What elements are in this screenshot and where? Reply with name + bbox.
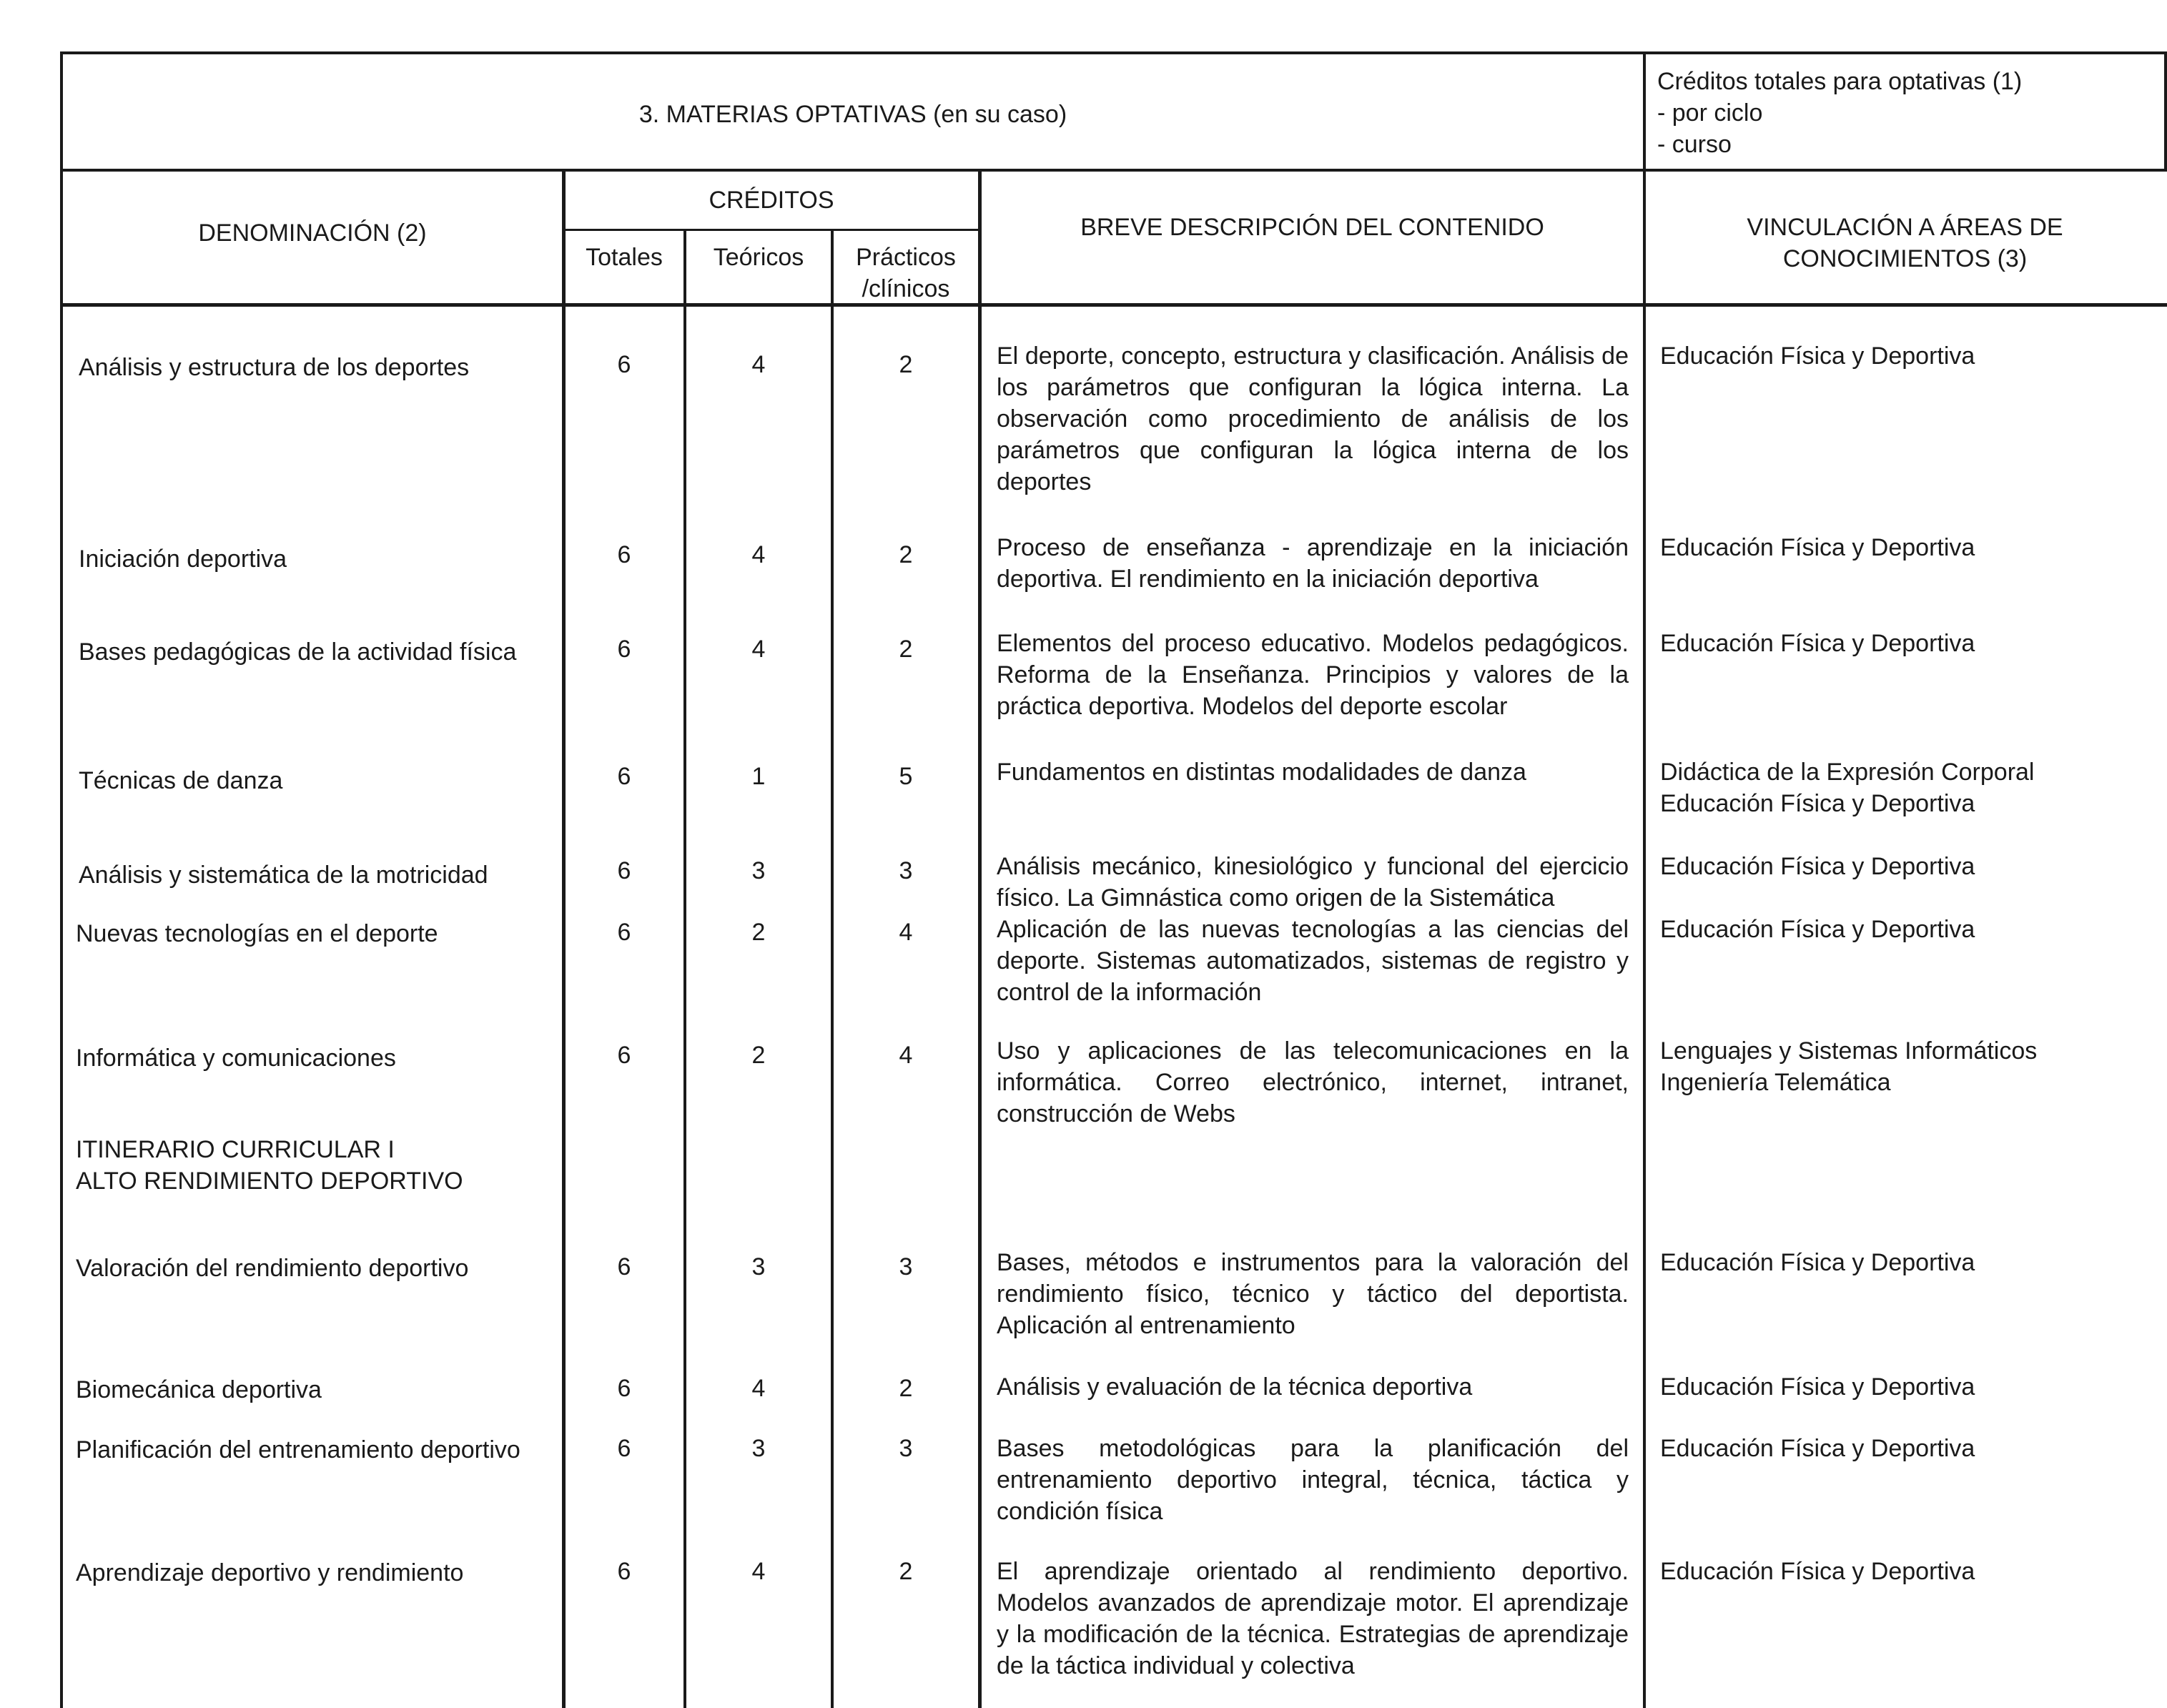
credits-totales: 6	[617, 857, 631, 884]
credits-teoricos: 2	[751, 919, 766, 946]
credits-teoricos: 4	[751, 636, 766, 663]
credits-practicos: 2	[899, 1558, 913, 1585]
col-header-totales: Totales	[586, 244, 663, 271]
subject-description: Proceso de enseñanza - aprendizaje en la iniciación deportiva. El rendimiento en la iniciación deportiva	[997, 534, 1629, 593]
credits-teoricos: 4	[751, 541, 766, 568]
credits-totales: 6	[617, 763, 631, 790]
credits-totales: 6	[617, 1042, 631, 1069]
credits-practicos: 2	[899, 351, 913, 378]
knowledge-area: Didáctica de la Expresión Corporal	[1660, 759, 2035, 786]
col-header-denominacion: DENOMINACIÓN (2)	[198, 219, 427, 247]
credits-practicos: 4	[899, 919, 913, 946]
col-header-vinculacion: CONOCIMIENTOS (3)	[1782, 245, 2028, 272]
knowledge-area: Educación Física y Deportiva	[1660, 534, 1975, 561]
credits-practicos: 2	[899, 541, 913, 568]
col-divider-teoricos	[831, 229, 834, 1708]
subject-name: Aprendizaje deportivo y rendimiento	[76, 1559, 464, 1586]
knowledge-area: Educación Física y Deportiva	[1660, 853, 1975, 880]
subject-name: Iniciación deportiva	[79, 546, 287, 573]
credits-totales: 6	[617, 1435, 631, 1462]
credits-totales: 6	[617, 919, 631, 946]
subject-name: Análisis y sistemática de la motricidad	[79, 862, 488, 889]
subject-name: Bases pedagógicas de la actividad física	[79, 638, 517, 666]
table-right-border	[2164, 51, 2167, 170]
credits-practicos: 3	[899, 857, 913, 884]
credits-practicos: 2	[899, 636, 913, 663]
knowledge-area: Educación Física y Deportiva	[1660, 342, 1975, 370]
knowledge-area: Educación Física y Deportiva	[1660, 1249, 1975, 1276]
col-header-practicos: /clínicos	[862, 275, 950, 302]
credits-teoricos: 4	[751, 351, 766, 378]
itinerary-heading: ALTO RENDIMIENTO DEPORTIVO	[76, 1168, 463, 1195]
section-title: 3. MATERIAS OPTATIVAS (en su caso)	[638, 101, 1067, 128]
table-left-border	[60, 51, 63, 1708]
knowledge-area: Educación Física y Deportiva	[1660, 790, 1975, 817]
credits-totales: 6	[617, 636, 631, 663]
subject-name: Nuevas tecnologías en el deporte	[76, 920, 438, 947]
subject-description: Fundamentos en distintas modalidades de danza	[997, 759, 1526, 786]
credits-totales: 6	[617, 541, 631, 568]
knowledge-area: Educación Física y Deportiva	[1660, 1558, 1975, 1585]
credits-practicos: 3	[899, 1435, 913, 1462]
subject-description: Aplicación de las nuevas tecnologías a las ciencias del deporte. Sistemas automatizados, sistemas de registro y control de la información	[997, 916, 1629, 1006]
credits-totales: 6	[617, 1375, 631, 1402]
subject-description: El deporte, concepto, estructura y clasificación. Análisis de los parámetros que configuran la lógica interna. La observación como procedimiento de análisis de los parámetros que configuran la lógica interna de los deportes	[997, 342, 1629, 495]
credits-teoricos: 3	[751, 857, 766, 884]
credits-totales: 6	[617, 1558, 631, 1585]
credits-totales: 6	[617, 1253, 631, 1280]
table-top-border	[60, 51, 2167, 54]
credits-practicos: 3	[899, 1253, 913, 1280]
subject-description: Análisis y evaluación de la técnica deportiva	[997, 1373, 1473, 1401]
knowledge-area: Ingeniería Telemática	[1660, 1069, 1891, 1096]
col-header-teoricos: Teóricos	[713, 244, 804, 271]
creditos-divider	[563, 229, 981, 231]
header-bottom-border	[60, 303, 2167, 307]
credits-info-line: Créditos totales para optativas (1)	[1657, 68, 2023, 95]
credits-teoricos: 4	[751, 1375, 766, 1402]
col-divider-practicos	[978, 170, 982, 1708]
subject-name: Biomecánica deportiva	[76, 1376, 322, 1403]
col-header-creditos: CRÉDITOS	[709, 187, 834, 214]
subject-name: Técnicas de danza	[79, 767, 283, 794]
knowledge-area: Lenguajes y Sistemas Informáticos	[1660, 1037, 2038, 1065]
credits-teoricos: 1	[751, 763, 766, 790]
subject-description: Análisis mecánico, kinesiológico y funcional del ejercicio físico. La Gimnástica como origen de la Sistemática	[997, 853, 1629, 912]
credits-teoricos: 3	[751, 1435, 766, 1462]
knowledge-area: Educación Física y Deportiva	[1660, 1435, 1975, 1462]
subject-description: Bases, métodos e instrumentos para la valoración del rendimiento físico, técnico y táctico del deportista. Aplicación al entrenamiento	[997, 1249, 1629, 1339]
subject-description: El aprendizaje orientado al rendimiento deportivo. Modelos avanzados de aprendizaje motor. El aprendizaje y la modificación de la técnica. Estrategias de aprendizaje de la táctica individual y colectiva	[997, 1558, 1629, 1679]
knowledge-area: Educación Física y Deportiva	[1660, 1373, 1975, 1401]
col-header-vinculacion: VINCULACIÓN A ÁREAS DE	[1747, 214, 2063, 241]
credits-practicos: 4	[899, 1042, 913, 1069]
credits-info-line: - curso	[1657, 131, 1732, 158]
subject-name: Informática y comunicaciones	[76, 1045, 396, 1072]
col-divider-descripcion	[1643, 51, 1646, 1708]
subject-description: Elementos del proceso educativo. Modelos pedagógicos. Reforma de la Enseñanza. Principios y valores de la práctica deportiva. Modelos del deporte escolar	[997, 630, 1629, 720]
header-divider	[60, 169, 2167, 172]
subject-description: Uso y aplicaciones de las telecomunicaciones en la informática. Correo electrónico, internet, intranet, construcción de Webs	[997, 1037, 1629, 1127]
credits-totales: 6	[617, 351, 631, 378]
subject-name: Planificación del entrenamiento deportivo	[76, 1436, 520, 1463]
subject-name: Análisis y estructura de los deportes	[79, 354, 470, 381]
credits-info-line: - por ciclo	[1657, 99, 1763, 127]
credits-practicos: 5	[899, 763, 913, 790]
col-header-descripcion: BREVE DESCRIPCIÓN DEL CONTENIDO	[1080, 214, 1544, 241]
subject-name: Valoración del rendimiento deportivo	[76, 1255, 469, 1282]
credits-teoricos: 3	[751, 1253, 766, 1280]
credits-teoricos: 4	[751, 1558, 766, 1585]
col-header-practicos: Prácticos	[856, 244, 956, 271]
credits-teoricos: 2	[751, 1042, 766, 1069]
credits-practicos: 2	[899, 1375, 913, 1402]
knowledge-area: Educación Física y Deportiva	[1660, 916, 1975, 943]
knowledge-area: Educación Física y Deportiva	[1660, 630, 1975, 657]
col-divider-totales	[683, 229, 686, 1708]
credits-info	[1657, 66, 2022, 160]
subject-description: Bases metodológicas para la planificación del entrenamiento deportivo integral, técnica, táctica y condición física	[997, 1435, 1629, 1525]
itinerary-heading: ITINERARIO CURRICULAR I	[76, 1136, 395, 1163]
